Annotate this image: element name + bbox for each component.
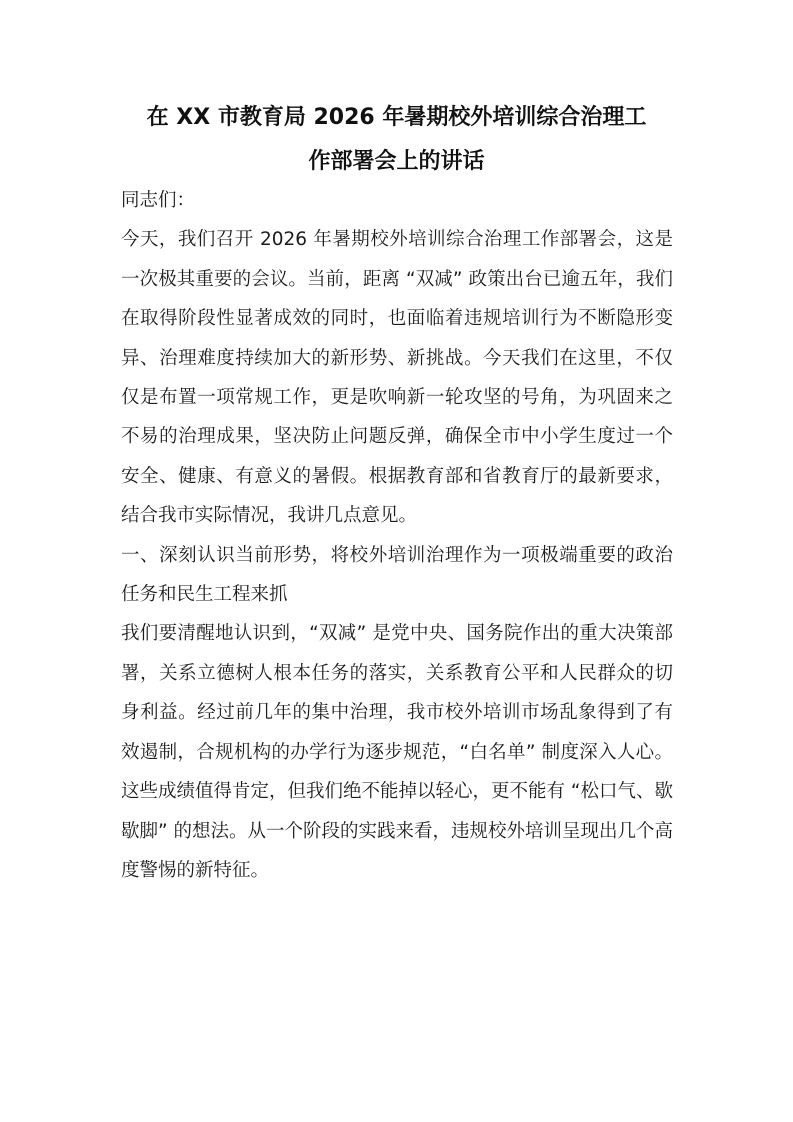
- document-title: [100, 96, 693, 184]
- document-title-line-2: 作部署会上的讲话: [308, 149, 485, 174]
- paragraph-opening: 今天，我们召开 2026 年暑期校外培训综合治理工作部署会，这是一次极其重要的会议。当前，距离 “双减” 政策出台已逾五年，我们在取得阶段性显著成效的同时，也面临着违规培训行为不断隐形变异、治理难度持续加大的新形势、新挑战。今天我们在这里，不仅仅是布置一项常规工作，更是吹响新一轮攻坚的号角，为巩固来之不易的治理成果，坚决防止问题反弹，确保全市中小学生度过一个安全、健康、有意义的暑假。根据教育部和省教育厅的最新要求，结合我市实际情况，我讲几点意见。: [121, 229, 673, 527]
- document-title-line-1: 在 XX 市教育局 2026 年暑期校外培训综合治理工: [146, 105, 647, 130]
- paragraph-section-1: 我们要清醒地认识到，“双减” 是党中央、国务院作出的重大决策部署，关系立德树人根本任务的落实，关系教育公平和人民群众的切身利益。经过前几年的集中治理，我市校外培训市场乱象得到了有效遏制，合规机构的办学行为逐步规范，“白名单” 制度深入人心。这些成绩值得肯定，但我们绝不能掉以轻心，更不能有 “松口气、歇歇脚” 的想法。从一个阶段的实践来看，违规校外培训呈现出几个高度警惕的新特征。: [121, 623, 673, 881]
- document-body: [121, 181, 673, 890]
- section-heading-1: 一、深刻认识当前形势，将校外培训治理作为一项极端重要的政治任务和民生工程来抓: [121, 544, 673, 606]
- salutation: 同志们：: [121, 190, 196, 211]
